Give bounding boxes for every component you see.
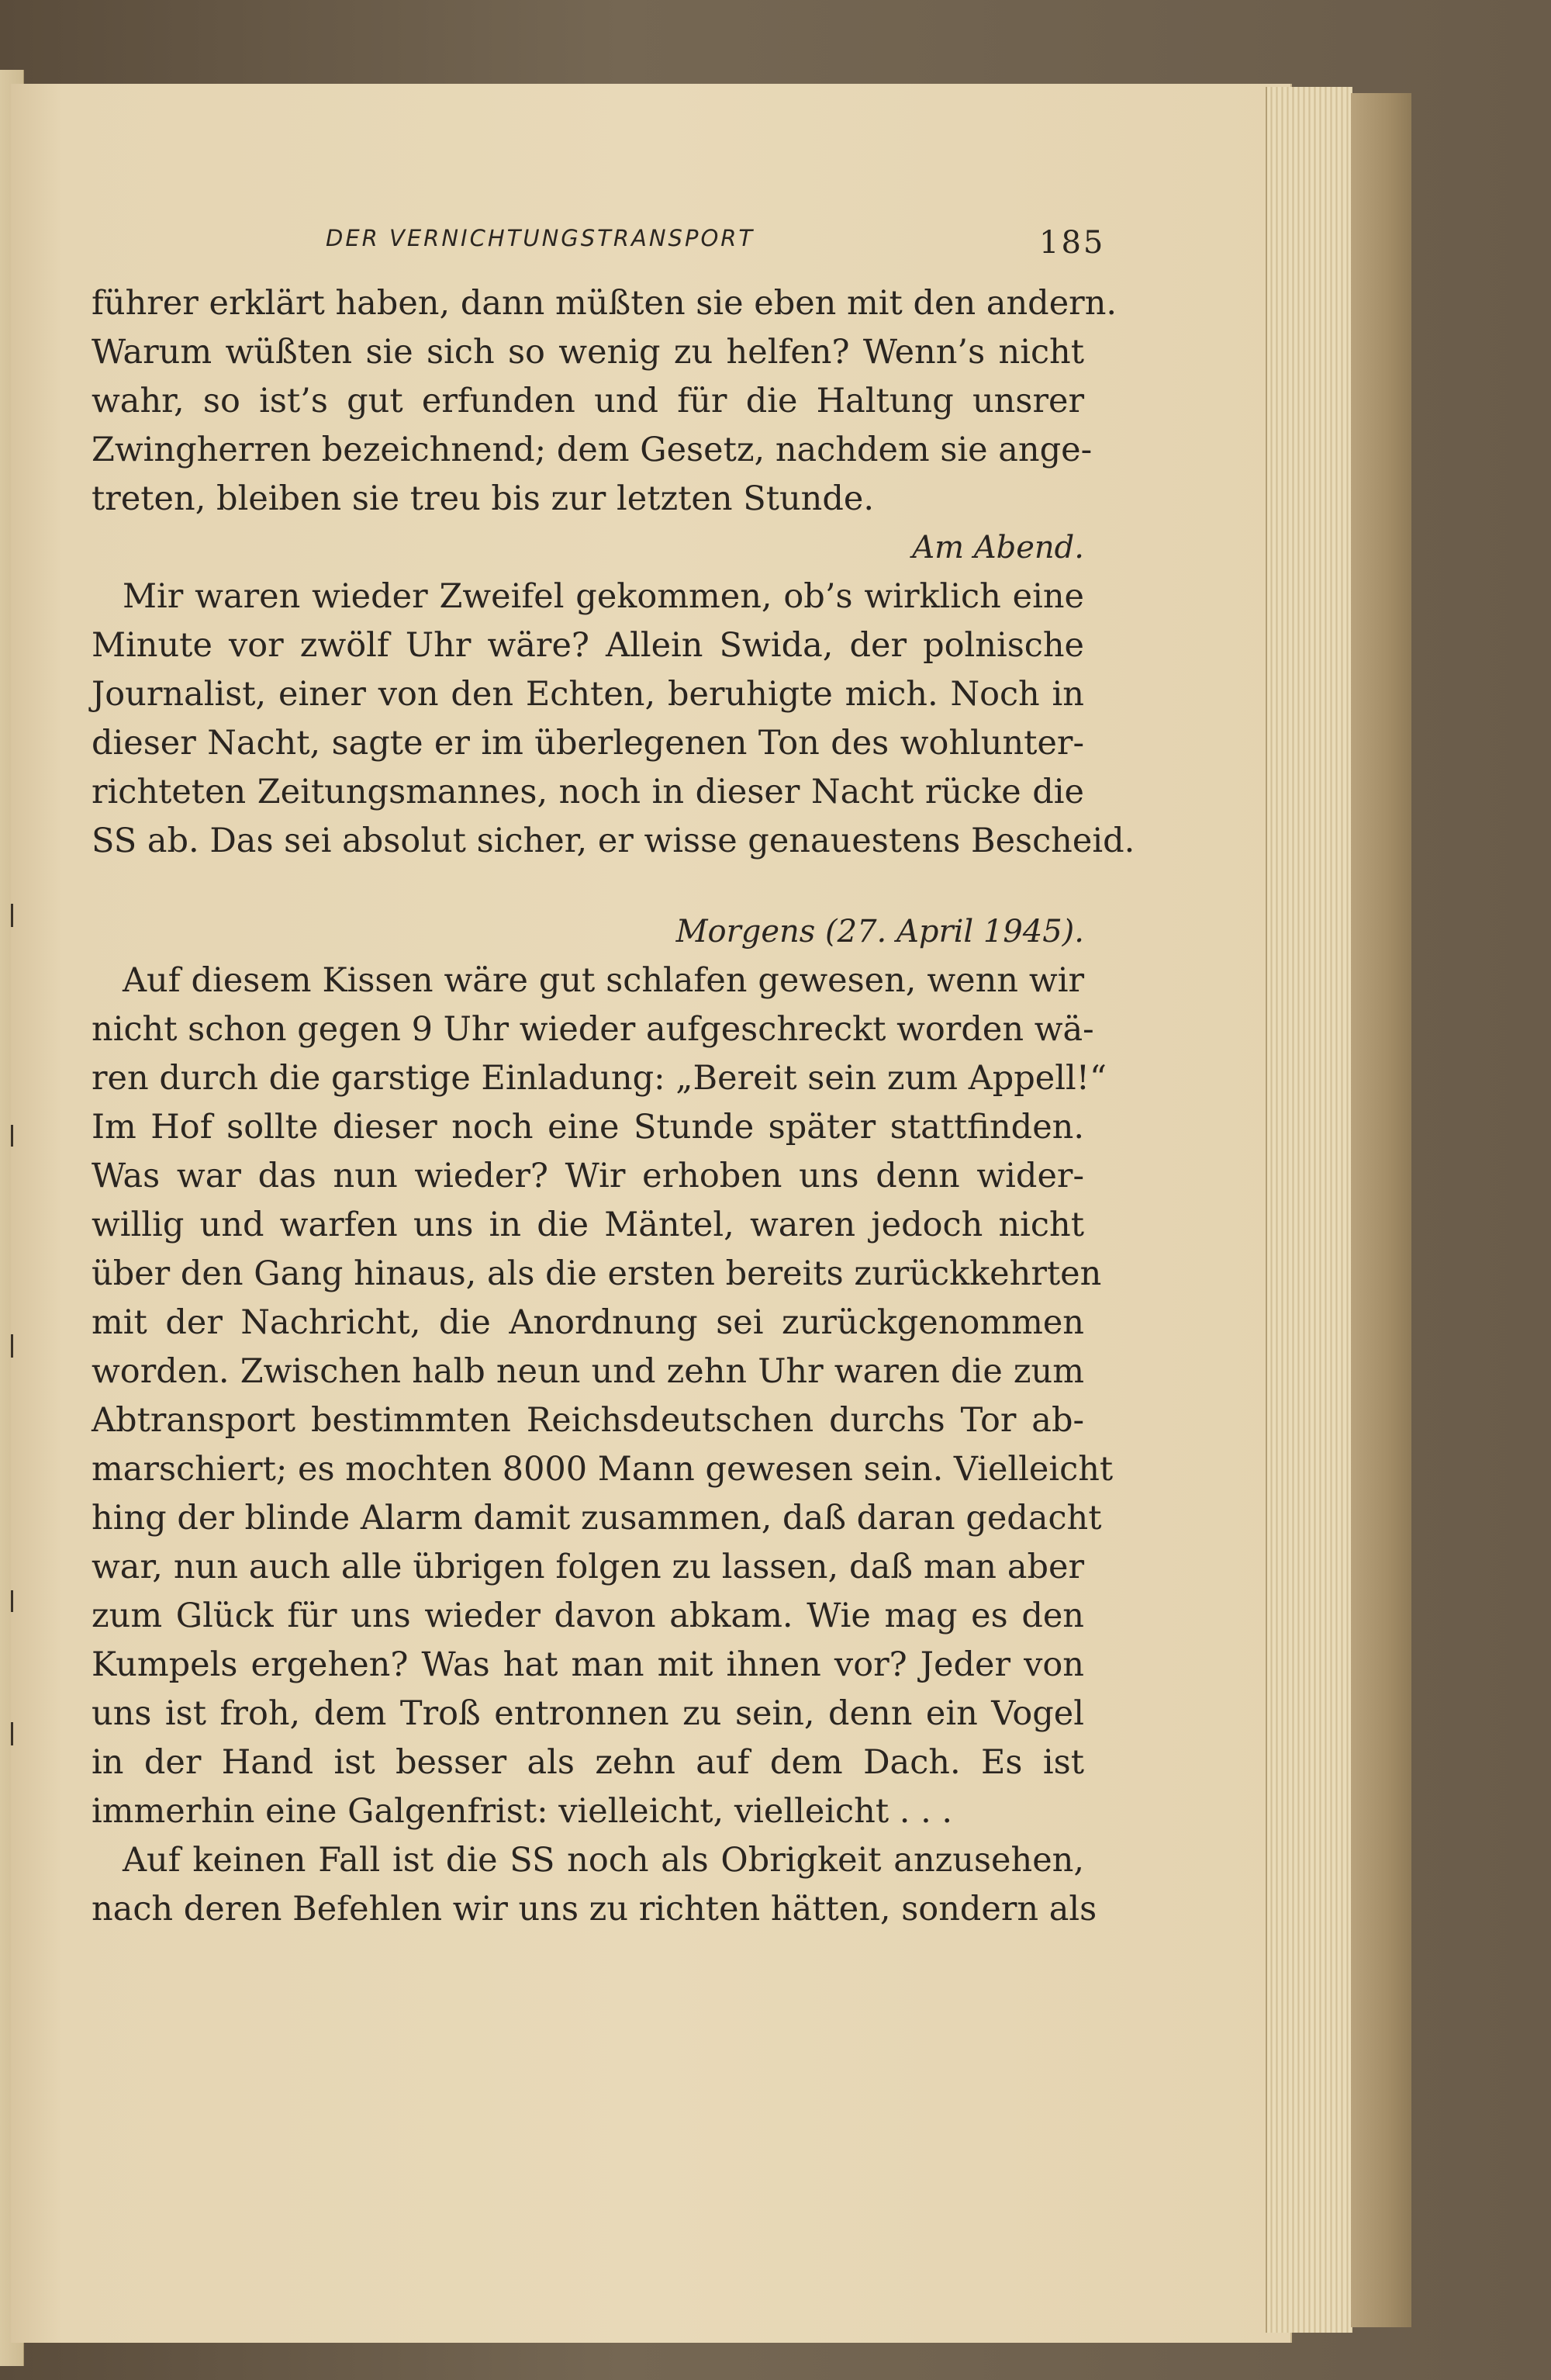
text-line: Kumpels ergehen? Was hat man mit ihnen vor? Jeder von <box>92 1645 1084 1684</box>
text-line: Journalist, einer von den Echten, beruhigte mich. Noch in <box>92 675 1084 714</box>
text-line: Im Hof sollte dieser noch eine Stunde später stattfinden. <box>92 1108 1084 1147</box>
text-line: marschiert; es mochten 8000 Mann gewesen sein. Vielleicht <box>92 1450 1114 1489</box>
text-line: wahr, so ist’s gut erfunden und für die Haltung unsrer <box>92 382 1084 420</box>
running-head <box>0 225 1551 272</box>
text-line: war, nun auch alle übrigen folgen zu lassen, daß man aber <box>92 1548 1084 1586</box>
margin-mark <box>11 904 13 927</box>
text-line: nach deren Befehlen wir uns zu richten hätten, sondern als <box>92 1890 1097 1929</box>
text-line: führer erklärt haben, dann müßten sie eben mit den andern. <box>92 284 1117 323</box>
text-line: Zwingherren bezeichnend; dem Gesetz, nachdem sie ange- <box>92 431 1093 469</box>
text-line: uns ist froh, dem Troß entronnen zu sein, denn ein Vogel <box>92 1694 1084 1733</box>
text-line: worden. Zwischen halb neun und zehn Uhr waren die zum <box>92 1352 1084 1391</box>
text-line: hing der blinde Alarm damit zusammen, daß daran gedacht <box>92 1499 1102 1538</box>
text-line: mit der Nachricht, die Anordnung sei zurückgenommen <box>92 1303 1084 1342</box>
dateline-morning: Morgens (27. April 1945). <box>675 914 1084 950</box>
text-line: Mir waren wieder Zweifel gekommen, ob’s wirklich eine <box>123 577 1084 616</box>
page-block-edges <box>1266 87 1352 2333</box>
margin-mark <box>11 1334 13 1358</box>
text-line: Was war das nun wieder? Wir erhoben uns denn wider- <box>92 1157 1084 1195</box>
text-line: ren durch die garstige Einladung: „Bereit sein zum Appell!“ <box>92 1059 1107 1098</box>
margin-mark <box>11 1125 13 1147</box>
text-line: treten, bleiben sie treu bis zur letzten Stunde. <box>92 479 875 518</box>
text-line: Warum wüßten sie sich so wenig zu helfen? Wenn’s nicht <box>92 333 1084 372</box>
text-line: zum Glück für uns wieder davon abkam. Wie mag es den <box>92 1596 1084 1635</box>
text-line: richteten Zeitungsmannes, noch in dieser Nacht rücke die <box>92 773 1084 811</box>
section-gap <box>92 866 1084 908</box>
text-line: immerhin eine Galgenfrist: vielleicht, vielleicht . . . <box>92 1792 953 1831</box>
margin-mark <box>11 1722 13 1745</box>
body-text <box>92 279 1135 1934</box>
text-line: über den Gang hinaus, als die ersten bereits zurückkehrten <box>92 1254 1102 1293</box>
dateline-evening: Am Abend. <box>912 530 1084 566</box>
margin-mark <box>11 1590 13 1612</box>
running-title: DER VERNICHTUNGSTRANSPORT <box>326 225 755 251</box>
text-line: Abtransport bestimmten Reichsdeutschen durchs Tor ab- <box>92 1401 1084 1440</box>
text-line: Auf diesem Kissen wäre gut schlafen gewesen, wenn wir <box>123 961 1084 1000</box>
text-line: dieser Nacht, sagte er im überlegenen Ton des wohlunter- <box>92 724 1084 763</box>
text-line: Minute vor zwölf Uhr wäre? Allein Swida, der polnische <box>92 626 1084 665</box>
text-line: Auf keinen Fall ist die SS noch als Obrigkeit anzusehen, <box>123 1841 1084 1880</box>
text-line: nicht schon gegen 9 Uhr wieder aufgeschreckt worden wä- <box>92 1010 1094 1049</box>
page-number: 185 <box>1039 225 1106 261</box>
book-cover-edge <box>1351 93 1411 2327</box>
text-line: willig und warfen uns in die Mäntel, waren jedoch nicht <box>92 1206 1084 1244</box>
text-line: SS ab. Das sei absolut sicher, er wisse genauestens Bescheid. <box>92 822 1135 860</box>
text-line: in der Hand ist besser als zehn auf dem Dach. Es ist <box>92 1743 1084 1782</box>
